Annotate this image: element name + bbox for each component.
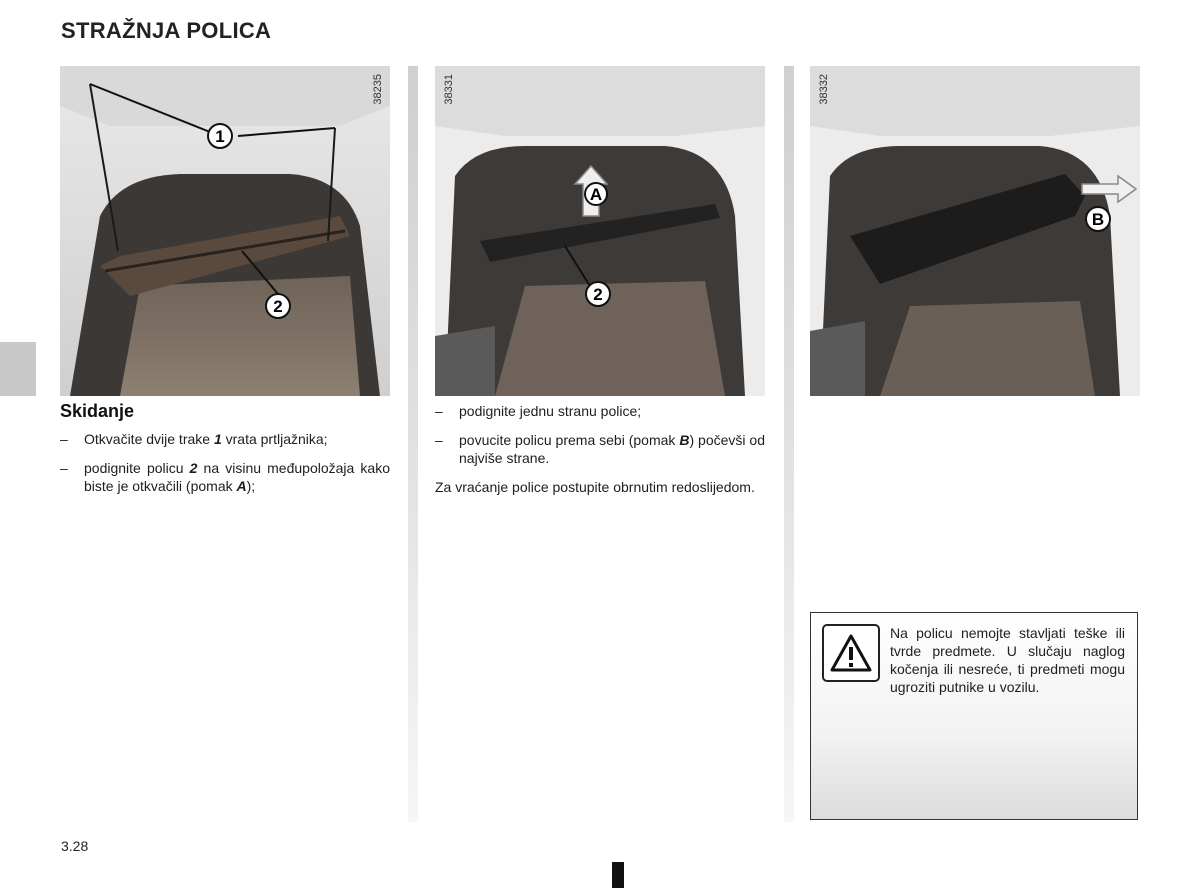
ref-label: A: [236, 478, 247, 494]
figure-3-callouts: [810, 66, 1140, 396]
text-run: na visinu međupoložaja kako biste je otkvačili (pomak: [84, 460, 391, 494]
list-item-text: [84, 459, 390, 495]
text-run: ) počevši od najviše strane.: [459, 432, 765, 466]
figure-1-callouts: [60, 66, 390, 396]
list-dash: –: [435, 403, 443, 419]
list-item-text: [459, 431, 765, 467]
figure-pull-shelf: [810, 66, 1140, 396]
figure-code: 38235: [372, 74, 384, 105]
figure-parcel-shelf-straps: [60, 66, 390, 396]
figure-lift-shelf: [435, 66, 765, 396]
list-item-text: [84, 430, 390, 448]
page-edge-marker: [612, 862, 624, 888]
list-item: [60, 430, 390, 448]
callout-label: B: [1091, 210, 1105, 229]
figure-code: 38331: [443, 74, 455, 105]
text-run: vrata prtljažnika;: [221, 431, 328, 447]
list-dash: –: [60, 431, 68, 447]
callout-label: 2: [593, 285, 603, 304]
ref-label: 2: [189, 460, 198, 476]
column-1-text: [60, 402, 390, 506]
figure-code: 38332: [818, 74, 830, 105]
column-divider: [408, 66, 418, 822]
callout-label: A: [589, 185, 603, 204]
text-run: Otkvačite dvije trake: [84, 431, 214, 447]
warning-text: Na policu nemojte stavljati teške ili tvrde predmete. U slučaju naglog kočenja ili nesreće, ti predmeti mogu ugroziti putnike u vozilu.: [890, 625, 1125, 695]
right-arrow-icon: [1082, 176, 1136, 202]
callout-label: 1: [215, 127, 225, 146]
ref-label: B: [679, 432, 690, 448]
callout-label: 2: [273, 297, 283, 316]
list-item: [60, 459, 390, 495]
column-divider: [784, 66, 794, 822]
page-number: 3.28: [61, 838, 89, 854]
ref-label: 1: [213, 431, 222, 447]
text-run: povucite policu prema sebi (pomak: [459, 432, 680, 448]
warning-triangle-glyph: [829, 633, 873, 673]
list-item: [435, 431, 765, 467]
column-2-text: [435, 402, 765, 496]
warning-box: [810, 612, 1138, 820]
list-dash: –: [60, 460, 68, 476]
list-item: [435, 402, 765, 420]
list-item-text: podignite jednu stranu police;: [459, 403, 642, 419]
chapter-tab: [0, 342, 36, 396]
warning-triangle-icon: [822, 624, 880, 682]
paragraph: Za vraćanje police postupite obrnutim redoslijedom.: [435, 479, 755, 495]
text-run: podignite policu: [84, 460, 190, 476]
page-title: STRAŽNJA POLICA: [61, 18, 272, 43]
text-run: );: [246, 478, 256, 494]
figure-2-callouts: [435, 66, 765, 396]
list-dash: –: [435, 432, 443, 448]
section-heading: Skidanje: [60, 401, 135, 421]
